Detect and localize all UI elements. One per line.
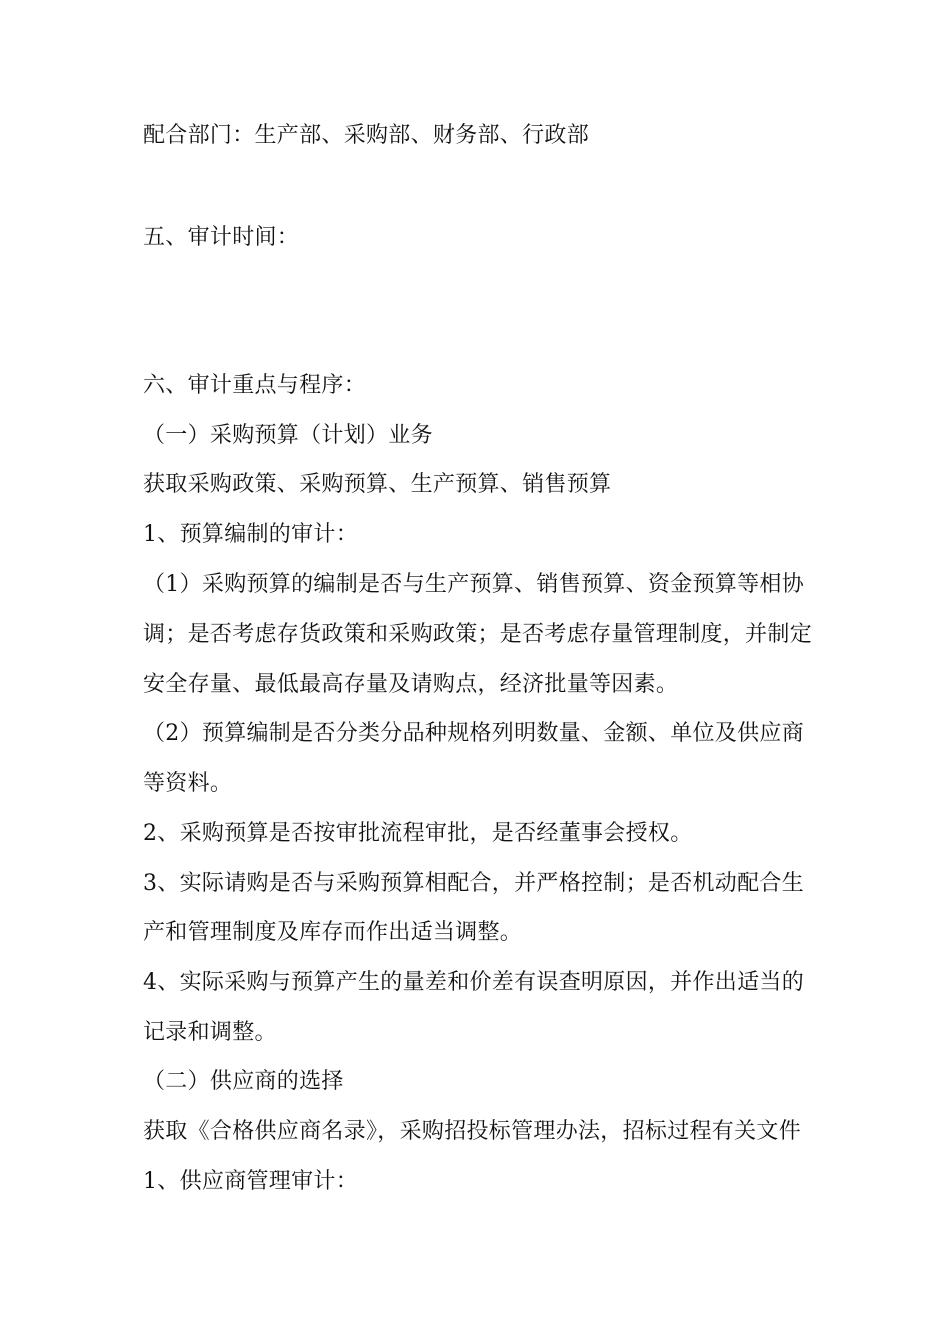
subsection-one-heading: （一）采购预算（计划）业务 [143,423,433,448]
paragraph-line: 产和管理制度及库存而作出适当调整。 [143,920,523,945]
paragraph-line: 获取采购政策、采购预算、生产预算、销售预算 [143,472,612,497]
paragraph-line: 3、实际请购是否与采购预算相配合，并严格控制；是否机动配合生 [143,871,804,896]
section-five-heading: 五、审计时间： [143,225,300,250]
paragraph-line: 2、采购预算是否按审批流程审批，是否经董事会授权。 [143,821,693,846]
paragraph-line: 等资料。 [143,771,233,796]
paragraph-line: 获取《合格供应商名录》，采购招投标管理办法，招标过程有关文件 [143,1119,802,1144]
paragraph-line: 调；是否考虑存货政策和采购政策；是否考虑存量管理制度，并制定 [143,622,813,647]
paragraph-line: （2）预算编制是否分类分品种规格列明数量、金额、单位及供应商 [143,721,804,746]
subsection-two-heading: （二）供应商的选择 [143,1069,344,1094]
item-heading: 1、预算编制的审计： [143,522,358,547]
item-heading: 1、供应商管理审计： [143,1169,358,1194]
cooperating-departments-line: 配合部门：生产部、采购部、财务部、行政部 [143,123,590,148]
section-six-heading: 六、审计重点与程序： [143,373,367,398]
paragraph-line: （1）采购预算的编制是否与生产预算、销售预算、资金预算等相协 [143,572,804,597]
paragraph-line: 4、实际采购与预算产生的量差和价差有误查明原因，并作出适当的 [143,970,804,995]
paragraph-line: 记录和调整。 [143,1020,277,1045]
paragraph-line: 安全存量、最低最高存量及请购点，经济批量等因素。 [143,672,679,697]
